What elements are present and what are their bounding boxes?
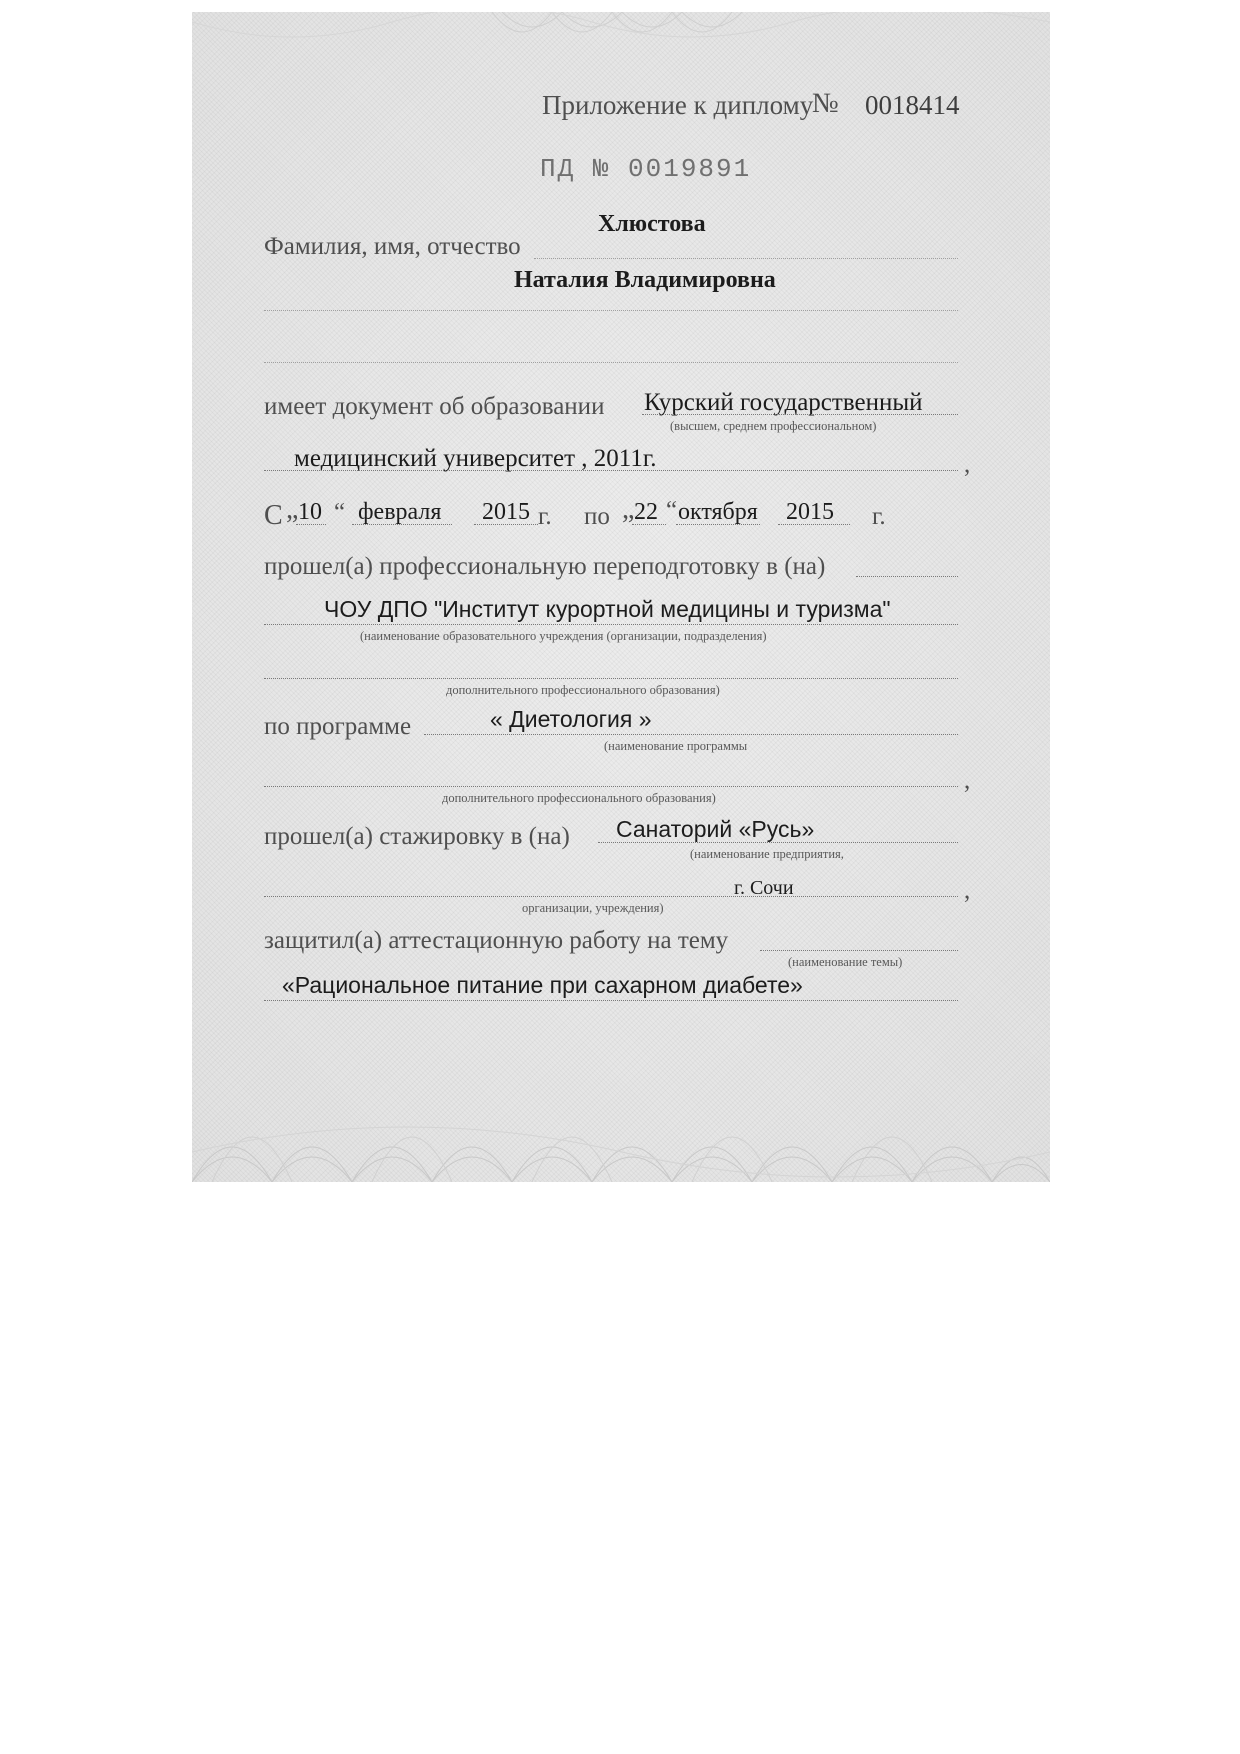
education-caption: (высшем, среднем профессиональном) [670, 419, 877, 433]
to-month-line [676, 524, 760, 525]
program-line-1 [424, 734, 958, 735]
period-po: по [584, 503, 610, 530]
appendix-label: Приложение к диплому [542, 90, 814, 120]
education-value-1: Курский государственный [644, 389, 923, 416]
period-open-quote: „ [286, 494, 299, 525]
serial-number: ПД № 0019891 [540, 154, 752, 184]
to-year-line [778, 524, 850, 525]
education-line-end: , [964, 451, 971, 478]
education-label: имеет документ об образовании [264, 393, 605, 420]
period-g2: г. [872, 503, 886, 530]
thesis-line-1 [264, 1000, 958, 1001]
program-line-2 [264, 786, 958, 787]
from-year-line [474, 524, 538, 525]
from-year: 2015 [482, 499, 530, 525]
from-month: февраля [358, 499, 442, 525]
period-close-quote-2: “ [666, 497, 678, 524]
program-line-end: , [964, 767, 971, 794]
to-month: октября [678, 499, 758, 525]
program-label: по программе [264, 713, 412, 740]
internship-label: прошел(а) стажировку в (на) [264, 823, 570, 850]
period-g1: г. [538, 503, 552, 530]
internship-value: Санаторий «Русь» [616, 816, 815, 842]
internship-line-1 [598, 842, 958, 843]
from-month-line [352, 524, 452, 525]
from-day: 10 [298, 499, 322, 525]
from-day-line [296, 524, 326, 525]
to-day: 22 [634, 499, 658, 525]
retraining-line-0 [856, 576, 958, 577]
fio-line-2 [264, 310, 958, 311]
program-caption-1: (наименование программы [604, 739, 748, 753]
thesis-label: защитил(а) аттестационную работу на тему [264, 927, 729, 954]
number-sign: № [812, 88, 839, 119]
to-year: 2015 [786, 499, 834, 525]
program-caption-2: дополнительного профессионального образования) [442, 791, 716, 805]
guilloche-ornament-bottom [192, 1082, 1050, 1182]
education-line-1 [642, 414, 958, 415]
internship-line-2 [264, 896, 958, 897]
retraining-institution: ЧОУ ДПО "Институт курортной медицины и туризма" [324, 596, 891, 622]
fio-label: Фамилия, имя, отчество [264, 233, 521, 260]
fio-line-1 [534, 258, 958, 259]
guilloche-ornament-top [192, 12, 1050, 72]
program-value: « Диетология » [490, 706, 652, 732]
education-value-2: медицинский университет , 2011г. [294, 445, 657, 472]
period-close-quote: “ [334, 499, 346, 526]
retraining-caption-2: дополнительного профессионального образования) [446, 683, 720, 697]
retraining-label: прошел(а) профессиональную переподготовку в (на) [264, 553, 826, 580]
internship-city: г. Сочи [734, 877, 794, 899]
internship-line-end: , [964, 877, 971, 904]
thesis-value: «Рациональное питание при сахарном диабете» [282, 972, 803, 998]
period-c-label: С [264, 500, 283, 531]
period-open-quote-2: „ [622, 494, 635, 525]
internship-caption-2: организации, учреждения) [522, 901, 664, 915]
thesis-caption: (наименование темы) [788, 955, 903, 969]
diploma-appendix-sheet [192, 12, 1050, 1182]
thesis-line-0 [760, 950, 958, 951]
internship-caption-1: (наименование предприятия, [690, 847, 844, 861]
retraining-line-2 [264, 678, 958, 679]
surname: Хлюстова [598, 211, 706, 237]
fio-line-3 [264, 362, 958, 363]
education-line-2 [264, 470, 958, 471]
to-day-line [632, 524, 666, 525]
retraining-line-1 [264, 624, 958, 625]
retraining-caption-1: (наименование образовательного учреждения (организации, подразделения) [360, 629, 767, 643]
diploma-number: 0018414 [865, 90, 960, 120]
name-patronymic: Наталия Владимировна [514, 267, 776, 293]
